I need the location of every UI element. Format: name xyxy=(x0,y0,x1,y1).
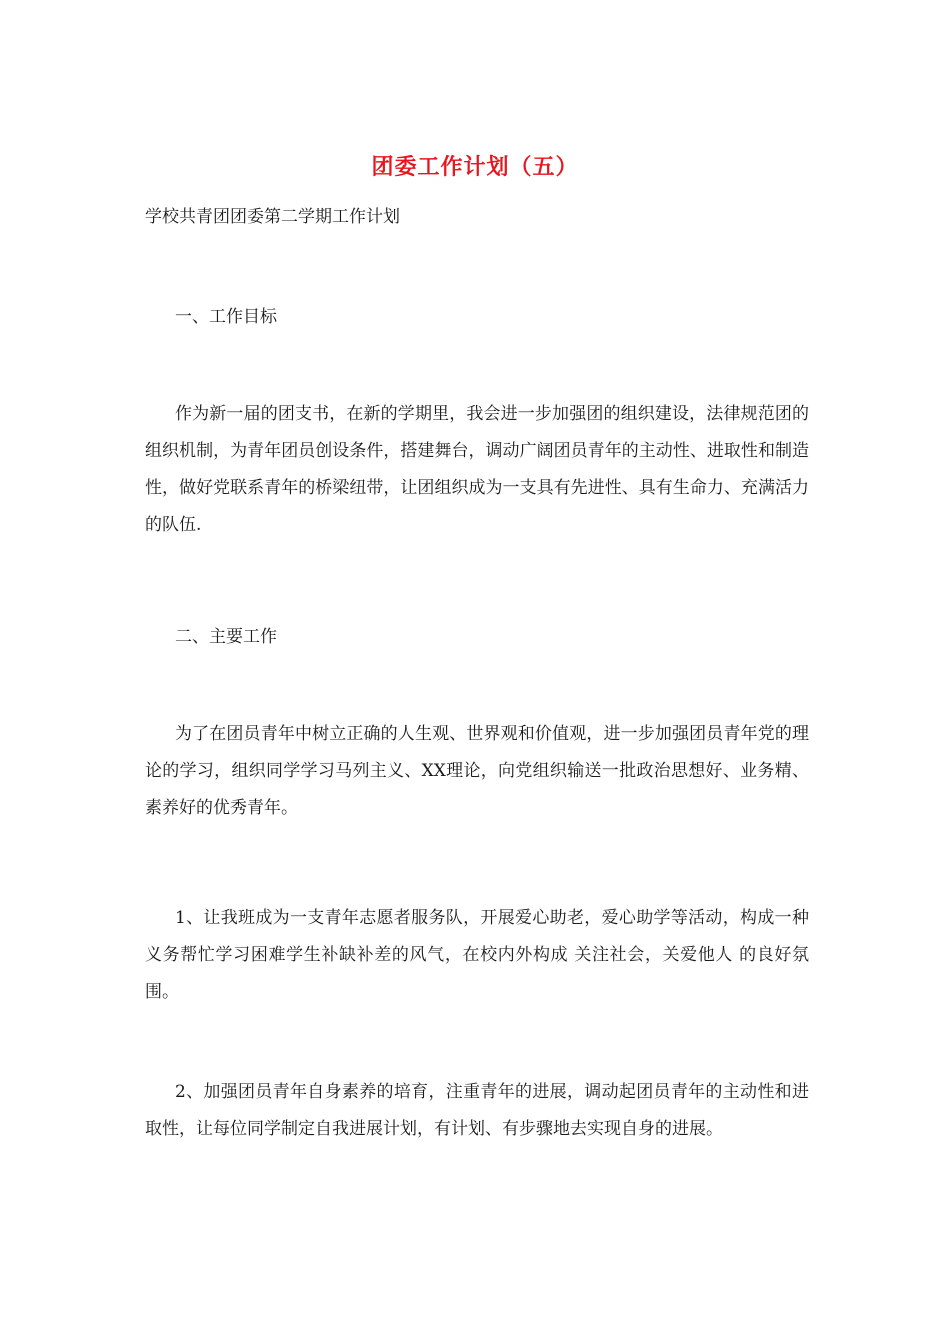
work-item-2: 2、加强团员青年自身素养的培育，注重青年的进展，调动起团员青年的主动性和进取性，让每位同学制定自我进展计划，有计划、有步骤地去实现自身的进展。 xyxy=(145,1082,809,1139)
section1-paragraph: 作为新一届的团支书，在新的学期里，我会进一步加强团的组织建设，法律规范团的组织机制，为青年团员创设条件，搭建舞台，调动广阔团员青年的主动性、进取性和制造性，做好党联系青年的桥梁纽带，让团组织成为一支具有先进性、具有生命力、充满活力的队伍. xyxy=(145,404,809,535)
document-subtitle: 学校共青团团委第二学期工作计划 xyxy=(145,207,400,227)
section2-paragraph: 为了在团员青年中树立正确的人生观、世界观和价值观，进一步加强团员青年党的理论的学习，组织同学学习马列主义、XX理论，向党组织输送一批政治思想好、业务精、素养好的优秀青年。 xyxy=(145,724,809,818)
work-item-1: 1、让我班成为一支青年志愿者服务队，开展爱心助老，爱心助学等活动，构成一种义务帮忙学习困难学生补缺补差的风气，在校内外构成 关注社会，关爱他人 的良好氛围。 xyxy=(145,908,809,1002)
section1-heading: 一、工作目标 xyxy=(175,307,277,327)
document-title: 团委工作计划（五） xyxy=(371,155,579,180)
section2-heading: 二、主要工作 xyxy=(175,627,277,647)
